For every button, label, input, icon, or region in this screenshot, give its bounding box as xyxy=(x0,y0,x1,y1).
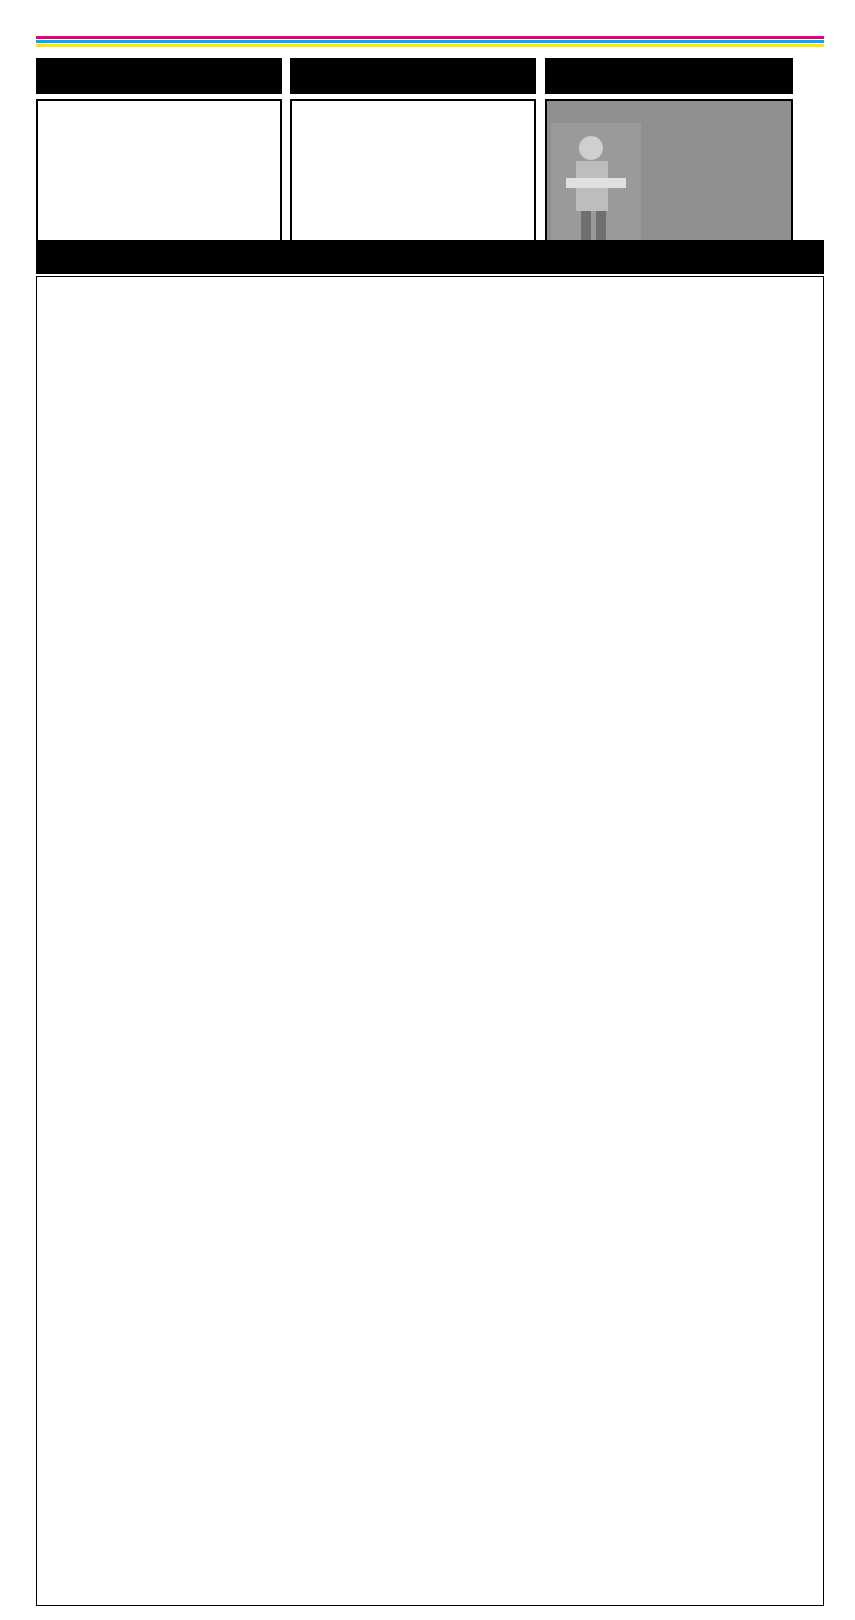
ad-header-tree-trimming xyxy=(36,58,282,94)
ad-davidson-tree-service xyxy=(545,99,793,245)
ad-appalachian-outdoors xyxy=(290,99,536,245)
stripe-magenta xyxy=(36,36,824,39)
color-stripes xyxy=(36,36,824,48)
ad-get-r-done xyxy=(36,99,282,245)
ad-header-hunting-fishing xyxy=(290,58,536,94)
ad-header-tree-removal xyxy=(545,58,793,94)
notice-banner xyxy=(36,240,824,274)
stripe-cyan xyxy=(36,40,824,43)
rate-notice xyxy=(36,276,824,1606)
stripe-yellow xyxy=(36,44,824,47)
chainsaw-photo-icon xyxy=(551,123,641,241)
